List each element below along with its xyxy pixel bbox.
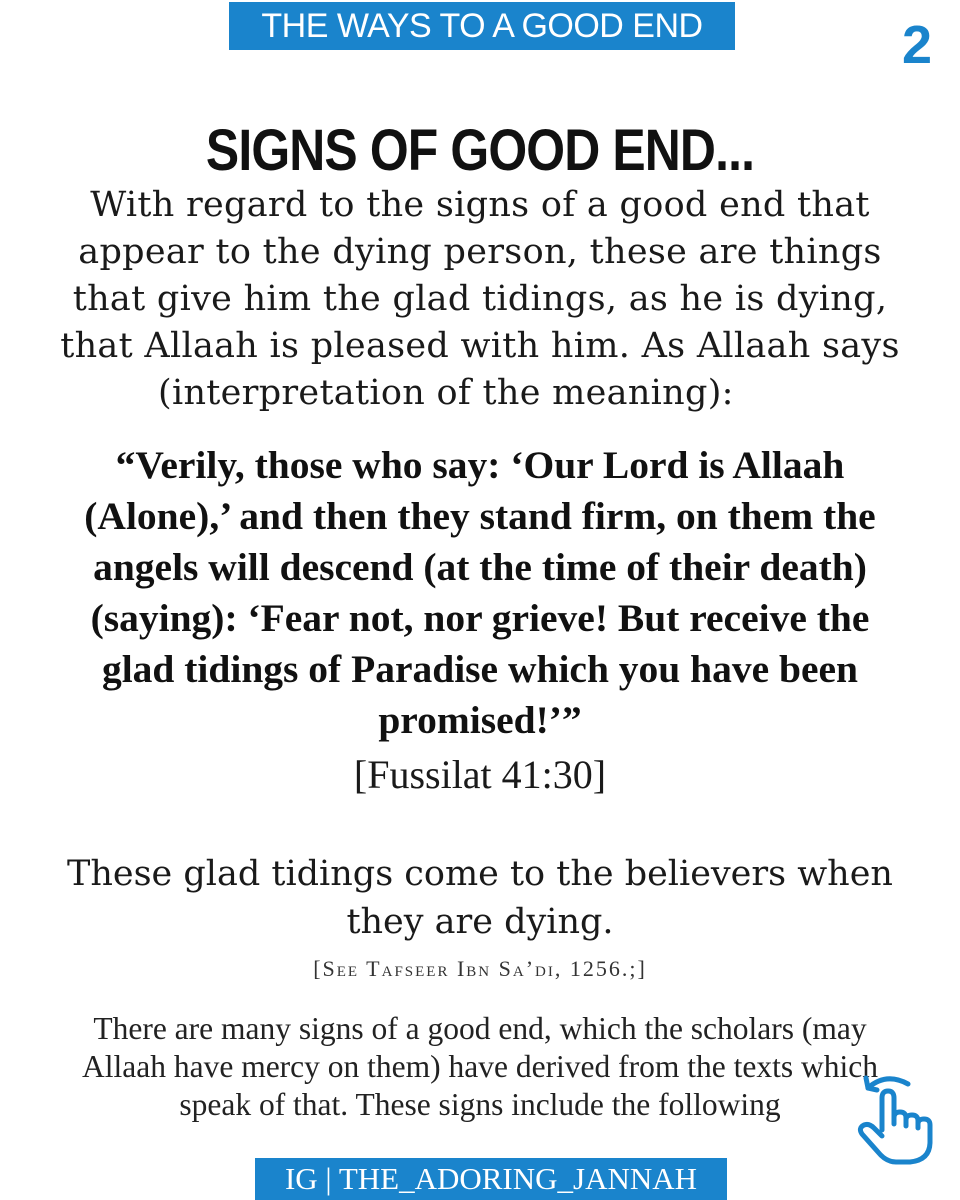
quote-line: glad tidings of Paradise which you have been (101, 647, 859, 691)
section-heading: SIGNS OF GOOD END... (205, 118, 755, 183)
instagram-handle: IG | THE_ADORING_JANNAH (284, 1161, 698, 1196)
quote-line: angels will descend (at the time of their death) (93, 545, 867, 589)
intro-line: (interpretation of the meaning): (158, 373, 734, 413)
tidings-line: These glad tidings come to the believers when (67, 854, 893, 894)
series-title-banner (229, 2, 735, 50)
intro-line: appear to the dying person, these are things (78, 232, 882, 272)
conclusion-line: Allaah have mercy on them) have derived from the texts which (82, 1049, 878, 1084)
tidings-line: they are dying. (346, 902, 614, 942)
intro-line: that Allaah is pleased with him. As Allaah says (60, 326, 900, 366)
series-title: THE WAYS TO A GOOD END (261, 6, 703, 45)
conclusion-line: There are many signs of a good end, which the scholars (may (93, 1011, 867, 1046)
quote-line: (Alone),’ and then they stand firm, on them the (84, 494, 876, 538)
conclusion-line: speak of that. These signs include the following (179, 1087, 781, 1122)
intro-line: With regard to the signs of a good end that (90, 185, 870, 225)
quran-quote (10, 440, 950, 746)
quote-line: (saying): ‘Fear not, nor grieve! But receive the (90, 596, 870, 640)
verse-reference: [Fussilat 41:30] (353, 752, 607, 797)
tap-hand-icon[interactable] (846, 1068, 946, 1168)
tafseer-source: [See Tafseer Ibn Sa’di, 1256.;] (313, 956, 647, 981)
quote-line: promised!’” (378, 698, 582, 742)
instagram-handle-banner (255, 1158, 727, 1200)
conclusion-paragraph (10, 1010, 950, 1124)
page-number: 2 (901, 15, 932, 75)
tidings-paragraph (0, 850, 960, 946)
intro-paragraph (20, 182, 940, 417)
intro-line: that give him the glad tidings, as he is dying, (72, 279, 888, 319)
quote-line: “Verily, those who say: ‘Our Lord is Allaah (115, 443, 845, 487)
